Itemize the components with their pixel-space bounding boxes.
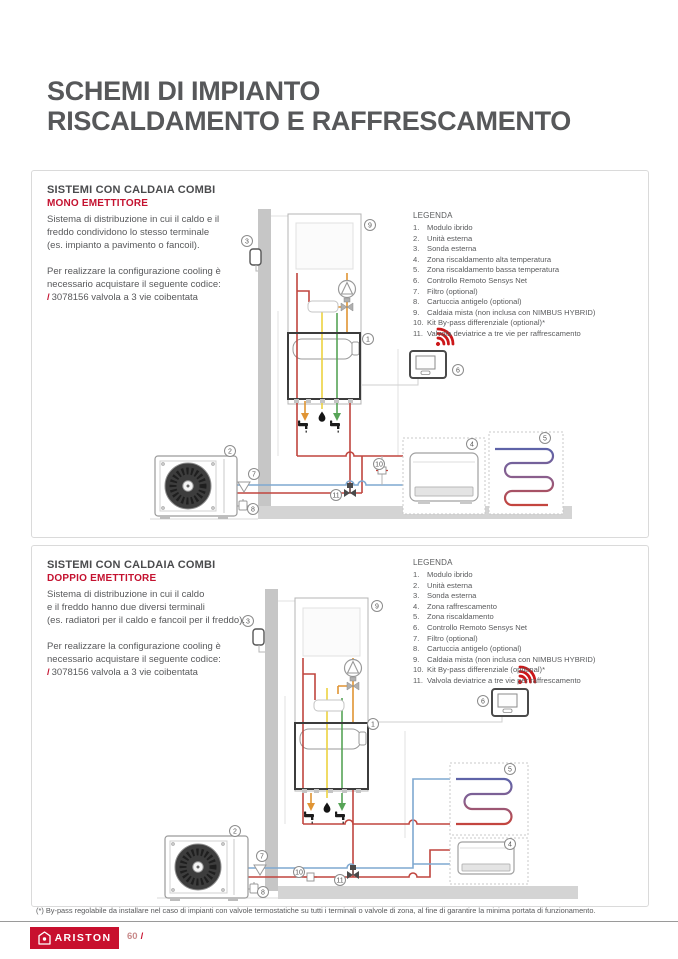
ariston-logo (30, 927, 119, 949)
heating-coil-zone (450, 763, 528, 835)
legend-item: 5. Zona riscaldamento (413, 612, 494, 622)
panel1-description (47, 213, 309, 252)
pump (339, 281, 356, 298)
panel1-product-code (47, 291, 309, 304)
page-title-line2: RISCALDAMENTO E RAFFRESCAMENTO (47, 106, 572, 136)
module-cylinder (300, 729, 361, 749)
label-3: 3 (245, 238, 249, 246)
legend-item: 2. Unità esterna (413, 233, 473, 243)
panel1-legend (413, 211, 638, 340)
footnote: (*) By-pass regolabile da installare nel caso di impianti con valvole termostatiche su tutti i terminali o valvole di zona, al fine di garantire la minima portata di funzionamento. (36, 906, 596, 915)
panel2-purchase-note (47, 640, 309, 666)
legend-item: 9. Caldaia mista (non inclusa con NIMBUS HYBRID) (413, 307, 596, 317)
label-11: 11 (332, 492, 340, 500)
outdoor-unit (165, 836, 248, 901)
panel2-subheading: DOPPIO EMETTITORE (47, 573, 157, 584)
panel-doppio-emettitore (31, 545, 649, 907)
label-5: 5 (508, 766, 512, 774)
filter-symbol (238, 482, 250, 492)
remote-control (492, 689, 528, 716)
legend-item: 2. Unità esterna (413, 580, 473, 590)
panel1-heading: SISTEMI CON CALDAIA COMBI (47, 184, 216, 196)
legend-item: 10. Kit By-pass differenziale (optional)* (413, 665, 546, 675)
panel2-description (47, 588, 309, 627)
label-4: 4 (508, 841, 512, 849)
label-1: 1 (371, 721, 375, 729)
panel2-heading: SISTEMI CON CALDAIA COMBI (47, 559, 216, 571)
code-text: 3078156 valvola a 3 vie coibentata (51, 667, 198, 678)
legend-item: 10. Kit By-pass differenziale (optional)* (413, 318, 546, 328)
legend-title: LEGENDA (413, 211, 453, 220)
page-title (47, 76, 571, 136)
desc-line: Sistema di distribuzione in cui il caldo (47, 589, 205, 600)
desc-line: Sistema di distribuzione in cui il caldo e il (47, 214, 220, 225)
legend-item: 8. Cartuccia antigelo (optional) (413, 644, 522, 654)
exchanger (308, 301, 338, 312)
legend-item: 6. Controllo Remoto Sensys Net (413, 622, 528, 632)
legend-item: 8. Cartuccia antigelo (optional) (413, 297, 522, 307)
label-11: 11 (336, 877, 344, 885)
ariston-house-icon (38, 931, 51, 945)
purchase-line: Per realizzare la configurazione cooling è (47, 641, 221, 652)
legend-item: 6. Controllo Remoto Sensys Net (413, 275, 528, 285)
code-slash: / (47, 292, 50, 303)
legend-item: 11. Valvola deviatrice a tre vie per raffrescamento (413, 328, 581, 338)
purchase-line: necessario acquistare il seguente codice: (47, 654, 221, 665)
footer-divider (0, 921, 678, 922)
filter-symbol (254, 865, 266, 875)
remote-control (410, 351, 446, 378)
label-7: 7 (252, 471, 256, 479)
label-7: 7 (260, 853, 264, 861)
panel1-purchase-note (47, 265, 309, 291)
label-1: 1 (366, 336, 370, 344)
code-text: 3078156 valvola a 3 vie coibentata (51, 292, 198, 303)
label-8: 8 (251, 506, 255, 514)
page-number: 60 / (127, 931, 144, 942)
label-5: 5 (543, 435, 547, 443)
panel-mono-emettitore (31, 170, 649, 538)
desc-line: freddo condividono lo stesso terminale (47, 227, 210, 238)
legend-item: 3. Sonda esterna (413, 591, 477, 601)
tap-outlets (304, 793, 346, 824)
legend-item: 11. Valvola deviatrice a tre vie per raffrescamento (413, 675, 581, 685)
legend-item: 1. Modulo ibrido (413, 223, 473, 232)
label-10: 10 (375, 461, 383, 469)
legend-title: LEGENDA (413, 558, 453, 567)
label-4: 4 (470, 441, 474, 449)
legend-item: 7. Filtro (optional) (413, 633, 478, 643)
panel2-legend (413, 558, 638, 687)
legend-item: 5. Zona riscaldamento bassa temperatura (413, 265, 560, 275)
legend-item: 1. Modulo ibrido (413, 570, 473, 579)
remote-wire (370, 716, 502, 722)
panel2-text (47, 559, 309, 679)
legend-item: 4. Zona raffrescamento (413, 601, 497, 611)
legend-item: 3. Sonda esterna (413, 244, 477, 254)
cooling-zone (450, 838, 528, 884)
floor-coil-zone (489, 432, 563, 514)
legend-item: 9. Caldaia mista (non inclusa con NIMBUS HYBRID) (413, 654, 596, 664)
remote-wire (362, 378, 418, 385)
pump (345, 660, 362, 677)
page-title-line1: SCHEMI DI IMPIANTO (47, 76, 321, 106)
exchanger (314, 700, 344, 711)
brand-name: ARISTON (54, 932, 112, 944)
desc-line: e il freddo hanno due diversi terminali (47, 602, 205, 613)
module-cylinder (293, 339, 353, 359)
label-2: 2 (228, 448, 232, 456)
tap-outlets (298, 401, 341, 433)
label-9: 9 (375, 603, 379, 611)
label-2: 2 (233, 828, 237, 836)
purchase-line: necessario acquistare il seguente codice: (47, 279, 221, 290)
antifreeze-cartridge (237, 499, 248, 510)
legend-item: 7. Filtro (optional) (413, 286, 478, 296)
label-10: 10 (295, 869, 303, 877)
label-3: 3 (246, 618, 250, 626)
label-8: 8 (261, 889, 265, 897)
code-slash: / (47, 667, 50, 678)
module-port (359, 732, 366, 745)
label-9: 9 (368, 222, 372, 230)
legend-item: 4. Zona riscaldamento alta temperatura (413, 254, 552, 264)
label-6: 6 (456, 367, 460, 375)
panel1-subheading: MONO EMETTITORE (47, 198, 149, 209)
outdoor-unit (155, 456, 237, 519)
label-6: 6 (481, 698, 485, 706)
panel2-product-code (47, 666, 309, 679)
desc-line: (es. impianto a pavimento o fancoil). (47, 240, 200, 251)
purchase-line: Per realizzare la configurazione cooling è (47, 266, 221, 277)
panel1-text (47, 184, 309, 304)
bypass-kit (304, 873, 317, 881)
desc-line: (es. radiatori per il caldo e fancoil per il freddo). (47, 615, 246, 626)
module-port (352, 342, 359, 355)
